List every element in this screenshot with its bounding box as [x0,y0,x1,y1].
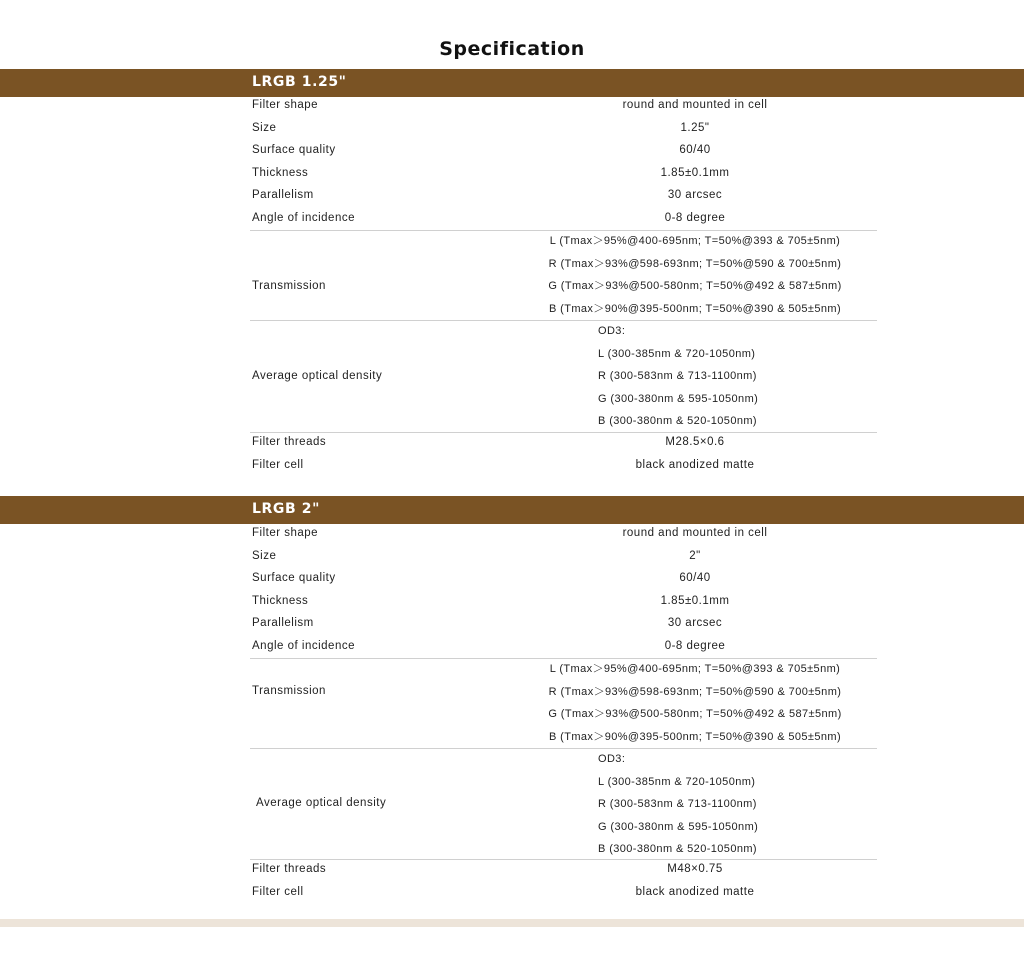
spec-table-tail [0,432,1024,477]
optical-density-group [0,320,1024,432]
footer-strip [0,919,1024,927]
table-row [0,163,1024,186]
row-label: Parallelism [252,189,314,201]
table-row [0,591,1024,614]
transmission-line: L (Tmax＞95%@400-695nm; T=50%@393 & 705±5nm) [549,663,841,675]
row-value: 30 arcsec [667,617,723,629]
row-label: Average optical density [256,797,387,809]
od-line: OD3: [598,753,626,765]
transmission-values [510,230,880,320]
row-label: Thickness [252,594,309,607]
table-row [0,455,1024,478]
row-value: 30 arcsec [667,189,723,201]
row-value: black anodized matte [635,458,755,471]
transmission-line: B (Tmax＞90%@395-500nm; T=50%@390 & 505±5nm) [548,730,842,743]
row-value: M28.5×0.6 [665,436,725,448]
row-value: 2" [689,549,701,562]
transmission-line: G (Tmax＞93%@500-580nm; T=50%@492 & 587±5nm) [548,708,842,720]
row-label: Filter threads [252,863,327,875]
od-line: B (300-380nm & 520-1050nm) [598,415,757,427]
table-row [0,523,1024,546]
table-row [0,208,1024,231]
row-value: black anodized matte [635,885,755,898]
section-title: LRGB 1.25" [252,74,347,90]
row-value: 60/40 [679,572,711,584]
table-row [0,185,1024,208]
od-line: G (300-380nm & 595-1050nm) [598,392,759,405]
row-label: Filter shape [252,527,319,539]
spec-table-lrgb-2 [0,523,1024,658]
table-row [0,636,1024,659]
row-label: Surface quality [252,144,336,156]
transmission-line: B (Tmax＞90%@395-500nm; T=50%@390 & 505±5nm) [548,302,842,315]
row-label: Transmission [252,280,326,292]
row-label: Average optical density [252,370,383,382]
row-label: Size [252,549,277,562]
od-line: R (300-583nm & 713-1100nm) [598,798,757,810]
section-header-lrgb-125 [0,69,1024,97]
section-title: LRGB 2" [252,501,320,517]
spec-table-tail [0,859,1024,904]
row-value: round and mounted in cell [622,99,768,111]
row-value: 0-8 degree [664,639,726,652]
row-value: M48×0.75 [667,863,723,875]
transmission-line: R (Tmax＞93%@598-693nm; T=50%@590 & 700±5nm) [548,257,842,270]
transmission-line: R (Tmax＞93%@598-693nm; T=50%@590 & 700±5nm) [548,685,842,698]
table-row [0,882,1024,905]
row-label: Thickness [252,166,309,179]
row-label: Filter cell [252,458,304,471]
table-row [0,140,1024,163]
transmission-group [0,230,1024,320]
row-label: Filter threads [252,436,327,448]
row-label: Filter cell [252,885,304,898]
spec-table-lrgb-125 [0,95,1024,230]
row-value: 1.85±0.1mm [660,166,730,179]
transmission-line: G (Tmax＞93%@500-580nm; T=50%@492 & 587±5nm) [548,280,842,292]
transmission-group [0,658,1024,748]
od-line: L (300-385nm & 720-1050nm) [598,775,756,788]
row-label: Transmission [252,685,326,697]
table-row [0,568,1024,591]
section-header-lrgb-2 [0,496,1024,524]
table-row [0,95,1024,118]
row-label: Filter shape [252,99,319,111]
optical-density-values [510,748,880,861]
transmission-values [510,658,880,748]
od-line: OD3: [598,325,626,337]
od-line: G (300-380nm & 595-1050nm) [598,820,759,833]
row-value: 1.25" [680,121,710,134]
row-value: round and mounted in cell [622,527,768,539]
row-label: Angle of incidence [252,211,355,224]
row-label: Angle of incidence [252,639,355,652]
row-label: Size [252,121,277,134]
page-title: Specification [439,38,585,60]
optical-density-values [510,320,880,433]
od-line: R (300-583nm & 713-1100nm) [598,370,757,382]
table-row [0,432,1024,455]
row-value: 60/40 [679,144,711,156]
table-row [0,859,1024,882]
od-line: B (300-380nm & 520-1050nm) [598,843,757,855]
optical-density-group [0,748,1024,860]
row-value: 1.85±0.1mm [660,594,730,607]
table-row [0,613,1024,636]
row-label: Parallelism [252,617,314,629]
row-label: Surface quality [252,572,336,584]
table-row [0,546,1024,569]
transmission-line: L (Tmax＞95%@400-695nm; T=50%@393 & 705±5nm) [549,235,841,247]
table-row [0,118,1024,141]
row-value: 0-8 degree [664,211,726,224]
od-line: L (300-385nm & 720-1050nm) [598,347,756,360]
